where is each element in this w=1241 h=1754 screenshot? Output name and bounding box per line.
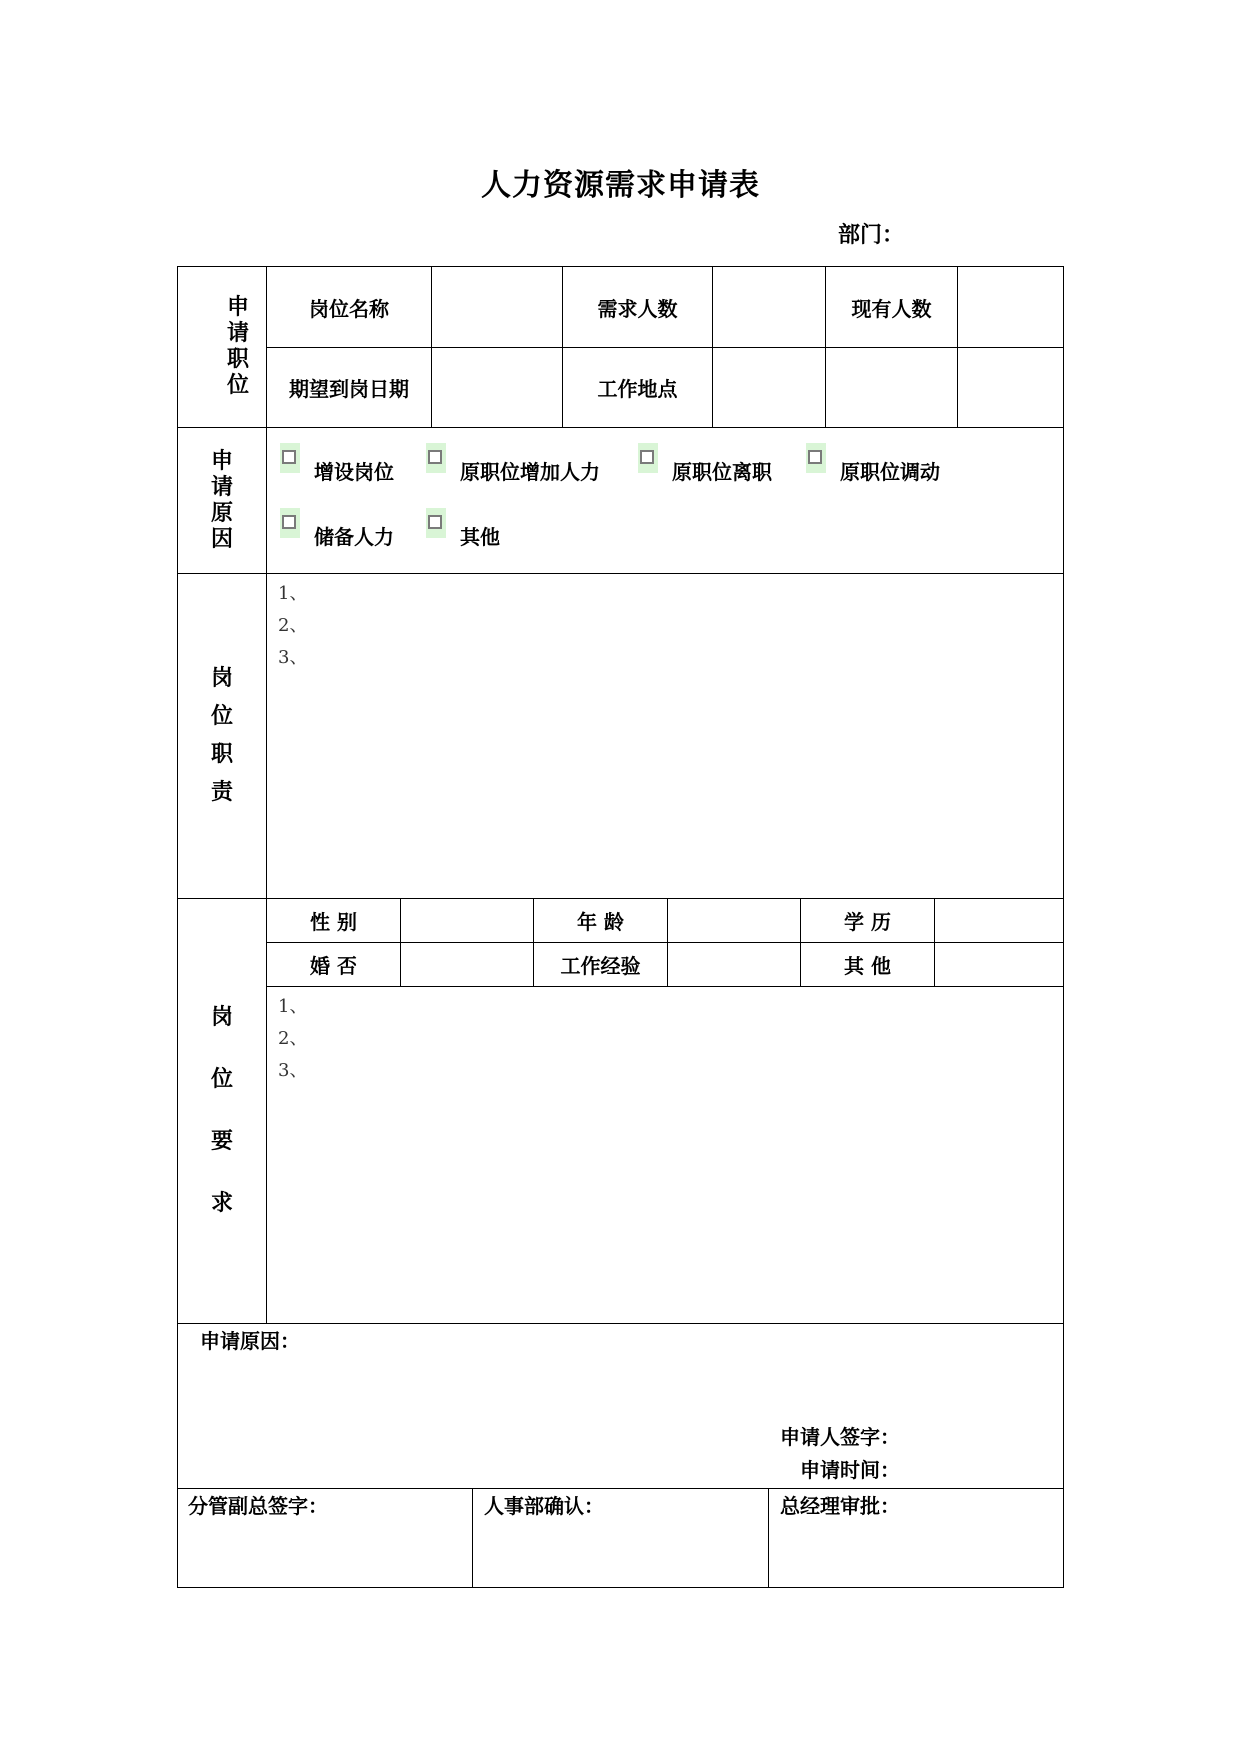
department-field[interactable]: 部门： — [838, 223, 905, 248]
reason-signature-block[interactable] — [177, 1323, 1064, 1489]
education-input[interactable] — [934, 898, 1064, 943]
education-label: 学 历 — [800, 898, 935, 943]
age-label: 年 龄 — [533, 898, 668, 943]
section-char: 位 — [210, 1067, 233, 1092]
apply-time-label: 申请时间： — [800, 1458, 900, 1482]
demand-count-label: 需求人数 — [562, 266, 713, 348]
option-reserve[interactable] — [280, 520, 394, 550]
section-char: 岗 — [210, 1005, 233, 1030]
requirements-textarea[interactable] — [266, 986, 1064, 1324]
apply-reason-options — [266, 427, 1064, 574]
section-label-requirements — [177, 898, 267, 1324]
hr-confirm-label: 人事部确认： — [484, 1494, 604, 1518]
section-char: 职 — [210, 742, 233, 767]
current-count-input[interactable] — [957, 266, 1064, 348]
option-label: 原职位调动 — [840, 459, 940, 484]
expected-date-input[interactable] — [431, 347, 563, 428]
checkbox-icon[interactable] — [280, 443, 300, 473]
other-input[interactable] — [934, 942, 1064, 987]
checkbox-icon[interactable] — [426, 508, 446, 538]
list-item: 1、 — [278, 996, 308, 1017]
option-resignation[interactable] — [638, 455, 772, 485]
option-add-headcount[interactable] — [426, 455, 600, 485]
age-input[interactable] — [667, 898, 801, 943]
other-label: 其 他 — [800, 942, 935, 987]
requirements-list — [278, 991, 307, 1087]
duties-textarea[interactable] — [266, 573, 1064, 899]
option-label: 原职位离职 — [672, 459, 772, 484]
section-label-apply-position — [177, 266, 267, 428]
checkbox-icon[interactable] — [426, 443, 446, 473]
expected-date-label: 期望到岗日期 — [266, 347, 432, 428]
reason-label: 申请原因： — [200, 1329, 300, 1353]
section-char: 求 — [210, 1191, 233, 1216]
list-item: 3、 — [278, 647, 308, 668]
option-label: 储备人力 — [314, 524, 394, 549]
checkbox-icon[interactable] — [280, 508, 300, 538]
blank-cell — [825, 347, 958, 428]
section-char: 责 — [210, 780, 233, 805]
section-char: 请 — [226, 321, 249, 346]
checkbox-icon[interactable] — [638, 443, 658, 473]
section-char: 原 — [210, 500, 233, 526]
current-count-label: 现有人数 — [825, 266, 958, 348]
form-title: 人力资源需求申请表 — [481, 168, 760, 203]
section-label-duties — [177, 573, 267, 899]
demand-count-input[interactable] — [712, 266, 826, 348]
section-label-apply-reason — [177, 427, 267, 574]
option-label: 原职位增加人力 — [460, 459, 600, 484]
option-other[interactable] — [426, 520, 500, 550]
option-label: 其他 — [460, 524, 500, 549]
gender-input[interactable] — [400, 898, 534, 943]
section-char: 位 — [210, 704, 233, 729]
section-char: 位 — [226, 373, 249, 398]
section-char: 请 — [210, 474, 233, 500]
section-char: 申 — [210, 448, 233, 474]
gender-label: 性 别 — [266, 898, 401, 943]
post-name-label: 岗位名称 — [266, 266, 432, 348]
vp-signature-label: 分管副总签字： — [188, 1494, 328, 1518]
work-location-input[interactable] — [712, 347, 826, 428]
option-label: 增设岗位 — [314, 459, 394, 484]
list-item: 2、 — [278, 1028, 308, 1049]
marital-input[interactable] — [400, 942, 534, 987]
applicant-signature-label: 申请人签字： — [780, 1425, 900, 1449]
section-char: 要 — [210, 1129, 233, 1154]
post-name-input[interactable] — [431, 266, 563, 348]
checkbox-icon[interactable] — [806, 443, 826, 473]
section-char: 申 — [226, 295, 249, 320]
option-transfer[interactable] — [806, 455, 940, 485]
work-location-label: 工作地点 — [562, 347, 713, 428]
gm-approval-label: 总经理审批： — [780, 1494, 900, 1518]
section-char: 职 — [226, 347, 249, 372]
section-char: 因 — [210, 526, 233, 552]
experience-label: 工作经验 — [533, 942, 668, 987]
list-item: 1、 — [278, 583, 308, 604]
marital-label: 婚 否 — [266, 942, 401, 987]
list-item: 3、 — [278, 1060, 308, 1081]
section-char: 岗 — [210, 666, 233, 691]
list-item: 2、 — [278, 615, 308, 636]
option-new-position[interactable] — [280, 455, 394, 485]
blank-cell — [957, 347, 1064, 428]
experience-input[interactable] — [667, 942, 801, 987]
duties-list — [278, 578, 307, 674]
